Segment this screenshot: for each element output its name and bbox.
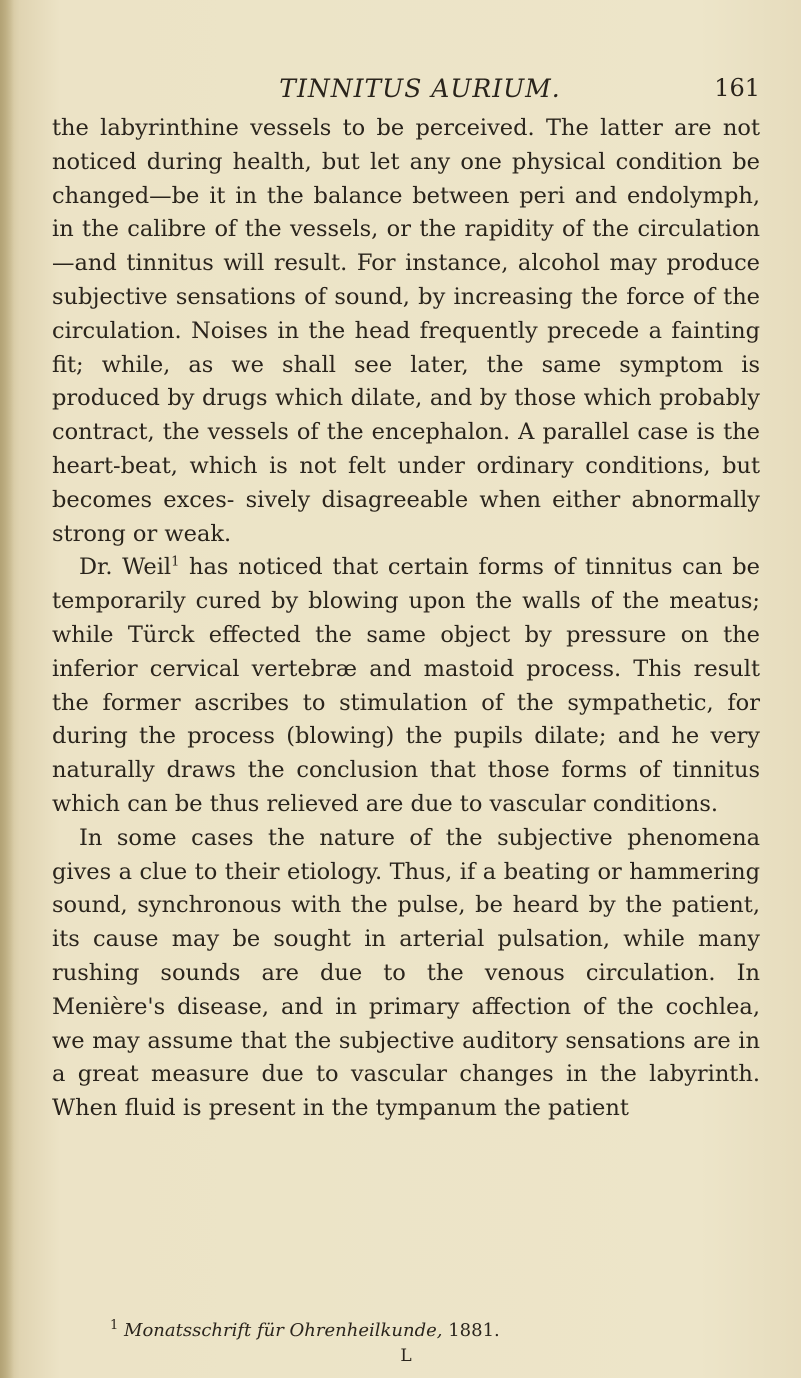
- paragraph-2: [52, 551, 760, 821]
- body-text: [52, 112, 760, 1126]
- footnote-marker: 1: [110, 1318, 119, 1333]
- footnote: [52, 1320, 760, 1342]
- signature-mark: L: [400, 1346, 412, 1366]
- paragraph-1: the labyrinthine vessels to be perceived. The latter are not noticed during health, but let any one physical condition be changed—be it in the balance between peri and endolymph, in the calibre of the vessels, or the rapidity of the circulation—and tinnitus will result. For instance, alcohol may produce subjective sensations of sound, by increasing the force of the circulation. Noises in the head frequently precede a fainting fit; while, as we shall see later, the same symptom is produced by drugs which dilate, and by those which probably contract, the vessels of the encephalon. A parallel case is the heart-beat, which is not felt under ordinary conditions, but becomes exces- sively disagreeable when either abnormally strong or weak.: [52, 115, 760, 547]
- paragraph-2-rest: has noticed that certain forms of tinnitus can be temporarily cured by blowing upon the walls of the meatus; while Türck effected the same object by pressure on the inferior cervical vertebræ and mastoid process. This result the former ascribes to stimulation of the sympathetic, for during the process (blowing) the pupils dilate; and he very naturally draws the conclusion that those forms of tinnitus which can be thus relieved are due to vascular conditions.: [52, 554, 760, 817]
- footnote-year: 1881.: [442, 1320, 500, 1341]
- paragraph-3: In some cases the nature of the subjective phenomena gives a clue to their etiology. Thus, if a beating or hammering sound, synchronous with the pulse, be heard by the patient, its cause may be sought in arterial pulsation, while many rushing sounds are due to the venous circulation. In Menière's disease, and in primary affection of the cochlea, we may assume that the subjective auditory sensations are in a great measure due to vascular changes in the labyrinth. When fluid is present in the tympanum the patient: [52, 824, 760, 1122]
- page-header: [60, 74, 760, 108]
- footnote-reference: 1: [171, 554, 180, 570]
- running-title: TINNITUS AURIUM.: [279, 74, 561, 103]
- binding-shadow: [0, 0, 14, 1378]
- footnote-line: [52, 1320, 760, 1342]
- footnote-title: Monatsschrift für Ohrenheilkunde,: [124, 1320, 443, 1341]
- page-number: 161: [714, 74, 760, 102]
- paragraph-2-start: Dr. Weil: [79, 554, 172, 581]
